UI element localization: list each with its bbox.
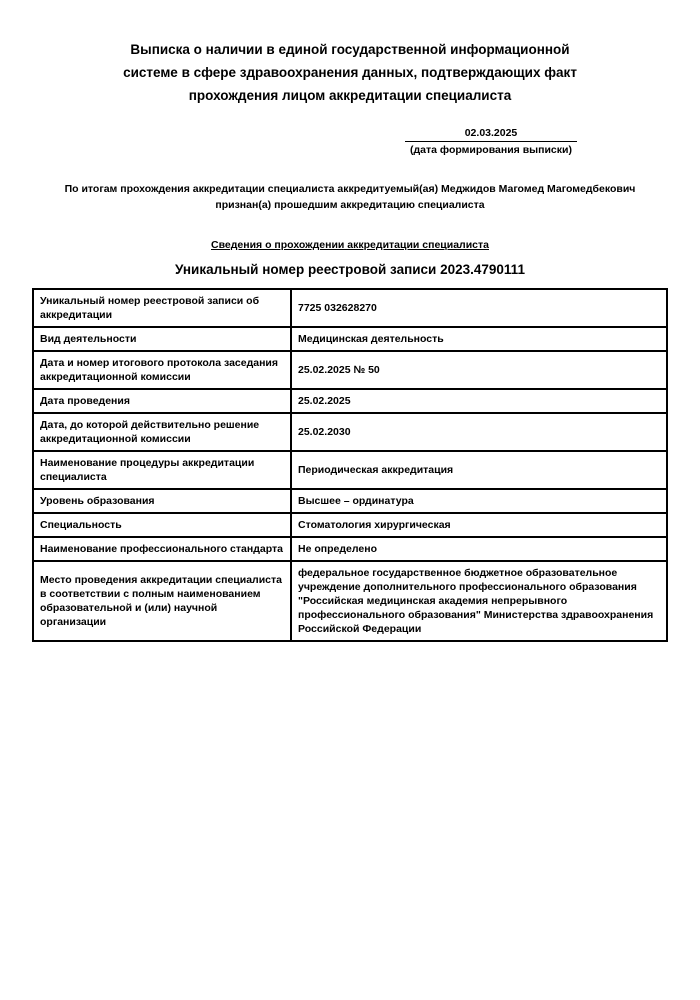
table-row (33, 537, 667, 561)
row-label: Дата, до которой действительно решение аккредитационной комиссии (33, 413, 291, 451)
accreditation-details-table-body (33, 289, 667, 641)
extract-date-value: 02.03.2025 (405, 126, 577, 142)
row-value: 25.02.2025 (291, 389, 667, 413)
accreditation-statement-line: признан(а) прошедшим аккредитацию специалиста (215, 199, 485, 211)
row-label: Дата проведения (33, 389, 291, 413)
row-value: Не определено (291, 537, 667, 561)
row-label: Место проведения аккредитации специалиста в соответствии с полным наименованием образовательной и (или) научной организации (33, 561, 291, 641)
table-row (33, 413, 667, 451)
registry-number-heading: Уникальный номер реестровой записи 2023.4790111 (175, 262, 525, 277)
row-value: Периодическая аккредитация (291, 451, 667, 489)
table-row (33, 289, 667, 327)
table-row (33, 389, 667, 413)
row-value: Медицинская деятельность (291, 327, 667, 351)
document-title (32, 38, 668, 107)
row-label: Дата и номер итогового протокола заседания аккредитационной комиссии (33, 351, 291, 389)
table-row (33, 513, 667, 537)
section-heading: Сведения о прохождении аккредитации специалиста (211, 239, 489, 251)
extract-date-caption: (дата формирования выписки) (410, 144, 572, 156)
row-label: Специальность (33, 513, 291, 537)
row-label: Вид деятельности (33, 327, 291, 351)
table-row (33, 489, 667, 513)
extract-date-block (405, 126, 577, 157)
row-label: Уникальный номер реестровой записи об аккредитации (33, 289, 291, 327)
row-value: 25.02.2030 (291, 413, 667, 451)
accreditation-statement (32, 181, 668, 213)
row-value: 25.02.2025 № 50 (291, 351, 667, 389)
accreditation-details-table (32, 288, 668, 642)
document-title-line: Выписка о наличии в единой государственной информационной (130, 42, 570, 57)
document-title-line: прохождения лицом аккредитации специалиста (188, 88, 512, 103)
row-value: Стоматология хирургическая (291, 513, 667, 537)
row-label: Наименование процедуры аккредитации специалиста (33, 451, 291, 489)
table-row (33, 561, 667, 641)
row-value: Высшее – ординатура (291, 489, 667, 513)
table-row (33, 351, 667, 389)
row-label: Наименование профессионального стандарта (33, 537, 291, 561)
row-value: 7725 032628270 (291, 289, 667, 327)
row-value: федеральное государственное бюджетное образовательное учреждение дополнительного профессионального образования "Российская медицинская академия непрерывного профессионального образования" Министерства здравоохранения Российской Федерации (291, 561, 667, 641)
table-row (33, 327, 667, 351)
document-title-line: системе в сфере здравоохранения данных, подтверждающих факт (123, 65, 577, 80)
table-row (33, 451, 667, 489)
row-label: Уровень образования (33, 489, 291, 513)
accreditation-statement-line: По итогам прохождения аккредитации специалиста аккредитуемый(ая) Меджидов Магомед Магомедбекович (64, 183, 636, 195)
